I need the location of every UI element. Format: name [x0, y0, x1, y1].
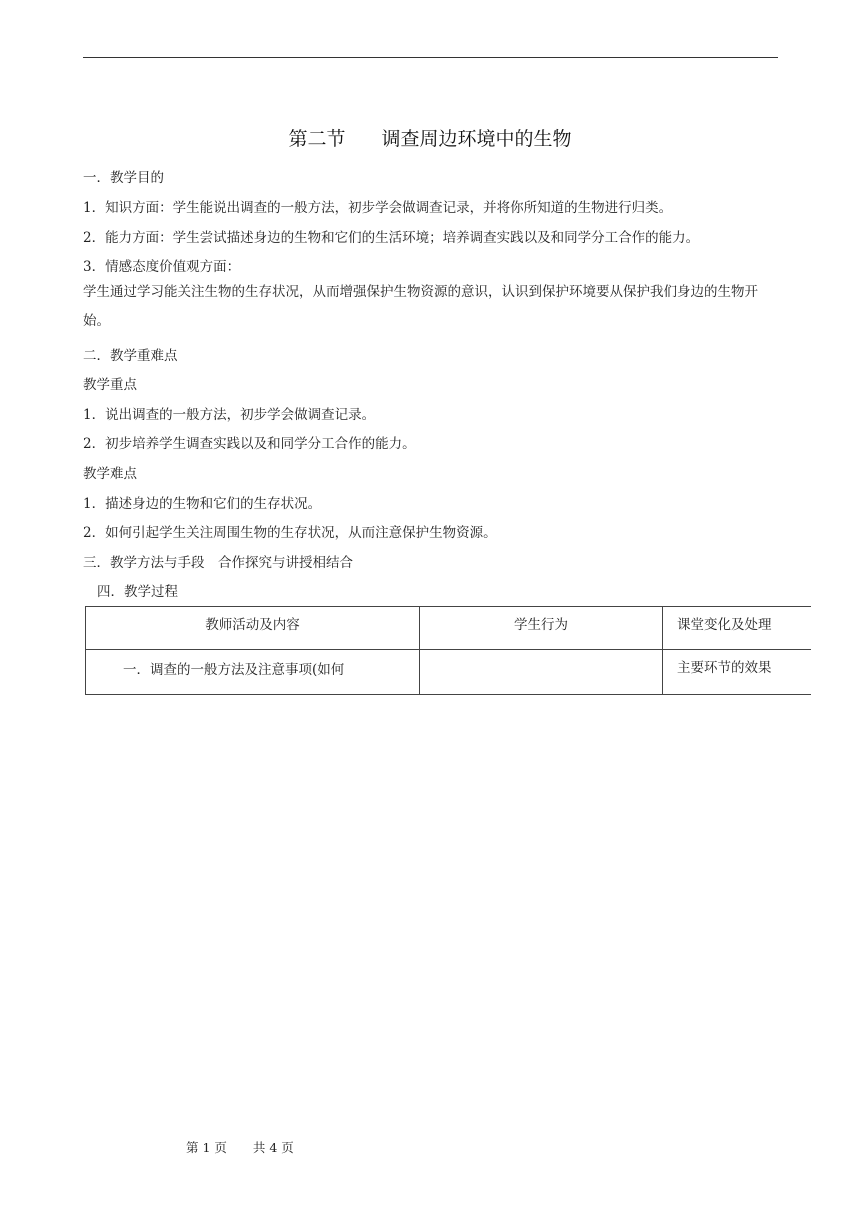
title-text: 调查周边环境中的生物 — [381, 128, 572, 150]
page-total: 共 4 页 — [252, 1140, 294, 1155]
section-heading-4: 四．教学过程 — [97, 584, 178, 600]
table-header-row — [86, 607, 812, 650]
paragraph-line: 2．如何引起学生关注周围生物的生存状况，从而注意保护生物资源。 — [83, 525, 497, 541]
table-row — [86, 650, 812, 695]
page-number: 第 1 页 — [186, 1140, 227, 1155]
table-header-teacher: 教师活动及内容 — [86, 607, 420, 650]
paragraph-line: 1．说出调查的一般方法，初步学会做调查记录。 — [83, 407, 376, 423]
paragraph-wrapped: 学生通过学习能关注生物的生存状况，从而增强保护生物资源的意识，认识到保护环境要从保护我们身边的生物开始。 — [83, 284, 758, 329]
table-cell-teacher: 一．调查的一般方法及注意事项(如何 — [86, 650, 420, 695]
section-heading-2: 二．教学重难点 — [83, 348, 178, 364]
header-rule — [83, 57, 778, 58]
subheading: 教学重点 — [83, 377, 137, 393]
paragraph-line: 1．知识方面：学生能说出调查的一般方法，初步学会做调查记录，并将你所知道的生物进行归类。 — [83, 200, 673, 216]
paragraph-line: 3．情感态度价值观方面： — [83, 259, 241, 275]
paragraph-line: 2．初步培养学生调查实践以及和同学分工合作的能力。 — [83, 436, 416, 452]
subheading: 教学难点 — [83, 466, 137, 482]
section-heading-3: 三．教学方法与手段 合作探究与讲授相结合 — [83, 555, 353, 571]
page-footer — [186, 1138, 294, 1156]
title-section: 第二节 — [288, 128, 346, 150]
table-cell-classroom: 主要环节的效果 — [663, 650, 812, 695]
table-cell-student — [420, 650, 663, 695]
paragraph-line: 2．能力方面：学生尝试描述身边的生物和它们的生活环境；培养调查实践以及和同学分工合作的能力。 — [83, 230, 700, 246]
paragraph-line: 1．描述身边的生物和它们的生存状况。 — [83, 496, 322, 512]
section-heading-1: 一．教学目的 — [83, 170, 164, 186]
table-header-classroom: 课堂变化及处理 — [663, 607, 812, 650]
document-title — [0, 124, 860, 151]
table-header-student: 学生行为 — [420, 607, 663, 650]
process-table — [85, 606, 811, 695]
